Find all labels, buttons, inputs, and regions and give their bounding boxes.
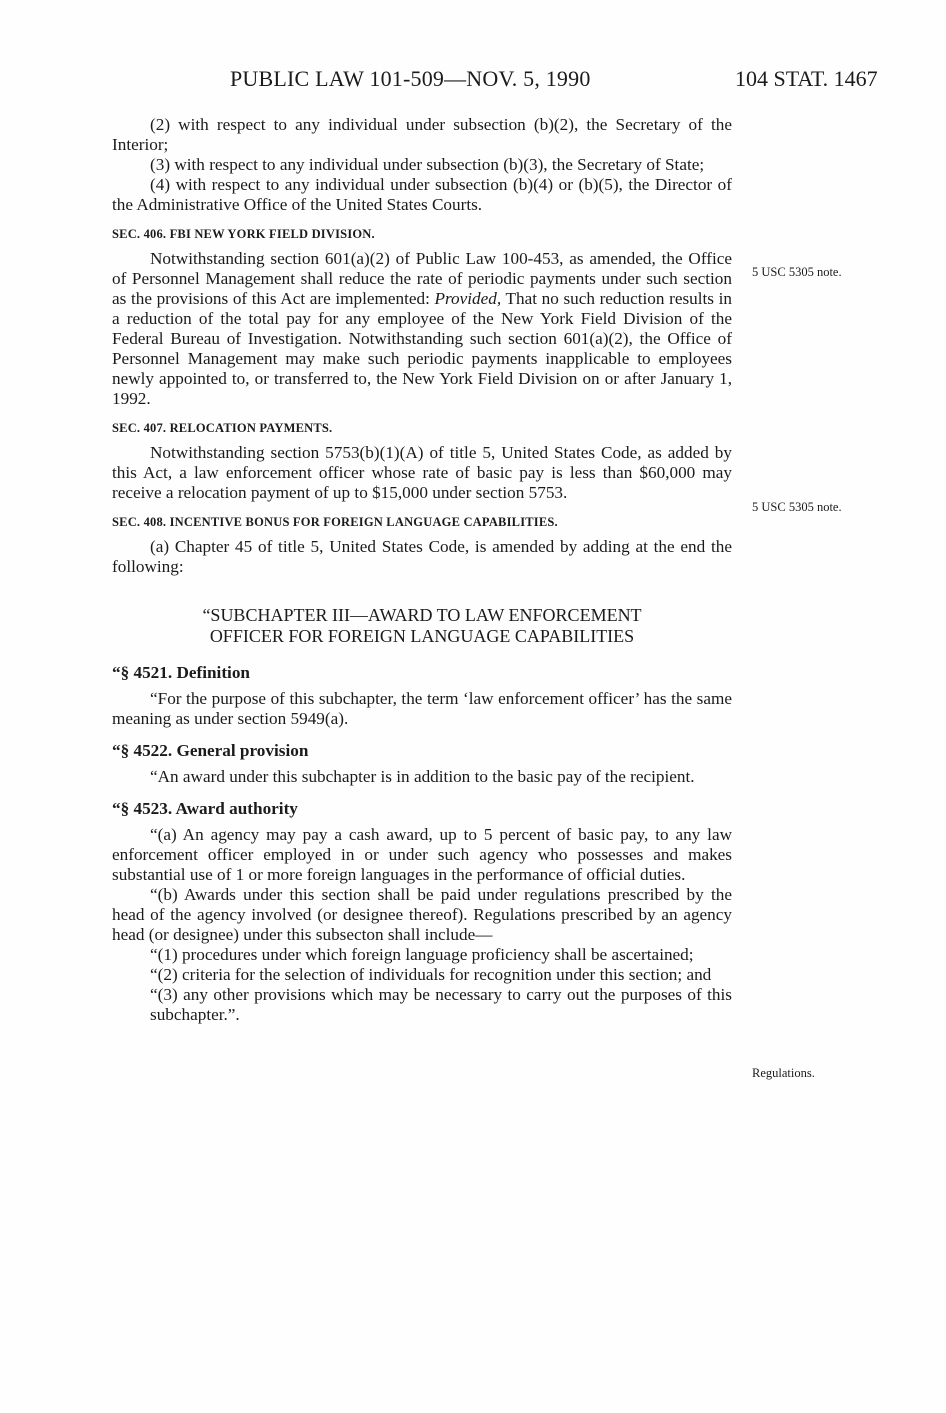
subchapter-title: [112, 605, 732, 647]
main-text: [112, 115, 732, 1025]
section-4521-heading: “§ 4521. Definition: [112, 663, 250, 682]
section-408-body: (a) Chapter 45 of title 5, United States Code, is amended by adding at the end the following:: [112, 537, 732, 576]
section-408-heading: SEC. 408. INCENTIVE BONUS FOR FOREIGN LANGUAGE CAPABILITIES.: [112, 515, 558, 529]
section-407-body: Notwithstanding section 5753(b)(1)(A) of title 5, United States Code, as added by this Act, a law enforcement officer whose rate of basic pay is less than $60,000 may receive a relocation payment of up to $15,000 under section 5753.: [112, 443, 732, 502]
section-4523-heading: “§ 4523. Award authority: [112, 799, 298, 818]
page-stat-number: 104 STAT. 1467: [735, 66, 878, 91]
section-4523-a: “(a) An agency may pay a cash award, up to 5 percent of basic pay, to any law enforcement officer employed in or under such agency who possesses and makes substantial use of 1 or more foreign languages in the performance of official duties.: [112, 825, 732, 884]
list-item: “(3) any other provisions which may be necessary to carry out the purposes of this subchapter.”.: [150, 985, 732, 1024]
section-406-body: [112, 249, 732, 409]
margin-note-407: 5 USC 5305 note.: [752, 500, 842, 514]
list-item: “(2) criteria for the selection of individuals for recognition under this section; and: [150, 965, 712, 984]
list-item: (2) with respect to any individual under subsection (b)(2), the Secretary of the Interior;: [112, 115, 732, 154]
section-407-heading: SEC. 407. RELOCATION PAYMENTS.: [112, 421, 333, 435]
section-4522-body: “An award under this subchapter is in addition to the basic pay of the recipient.: [150, 767, 695, 786]
section-406-heading: SEC. 406. FBI NEW YORK FIELD DIVISION.: [112, 227, 375, 241]
section-4523-b: “(b) Awards under this section shall be paid under regulations prescribed by the head of the agency involved (or designee thereof). Regulations prescribed by an agency head (or designee) under this subsecton shall include—: [112, 885, 732, 944]
section-406-body-b: That no such reduction results in a reduction of the total pay for any employee of the New York Field Division of the Federal Bureau of Investigation. Notwithstanding such section 601(a)(2), the Office of Personnel Management may make such periodic payments inapplicable to employees newly appointed to, or transferred to, the New York Field Division on or after January 1, 1992.: [112, 289, 732, 408]
list-item: “(1) procedures under which foreign language proficiency shall be ascertained;: [150, 945, 694, 964]
section-4521-body: “For the purpose of this subchapter, the term ‘law enforcement officer’ has the same meaning as under section 5949(a).: [112, 689, 732, 728]
running-header-title: PUBLIC LAW 101-509—NOV. 5, 1990: [230, 66, 591, 91]
subchapter-title-line-2: OFFICER FOR FOREIGN LANGUAGE CAPABILITIES: [209, 626, 635, 646]
provided-term: Provided,: [434, 289, 502, 308]
subchapter-title-line-1: “SUBCHAPTER III—AWARD TO LAW ENFORCEMENT: [202, 605, 642, 625]
section-406-body-a: Notwithstanding section 601(a)(2) of Public Law 100-453, as amended, the Office of Personnel Management shall reduce the rate of periodic payments under such section as the provisions of this Act are implemented:: [112, 249, 732, 308]
margin-note-406: 5 USC 5305 note.: [752, 265, 842, 279]
list-item: (4) with respect to any individual under subsection (b)(4) or (b)(5), the Director of the Administrative Office of the United States Courts.: [112, 175, 732, 214]
section-4522-heading: “§ 4522. General provision: [112, 741, 309, 760]
margin-note-regulations: Regulations.: [752, 1066, 815, 1080]
list-item: (3) with respect to any individual under subsection (b)(3), the Secretary of State;: [150, 155, 705, 174]
